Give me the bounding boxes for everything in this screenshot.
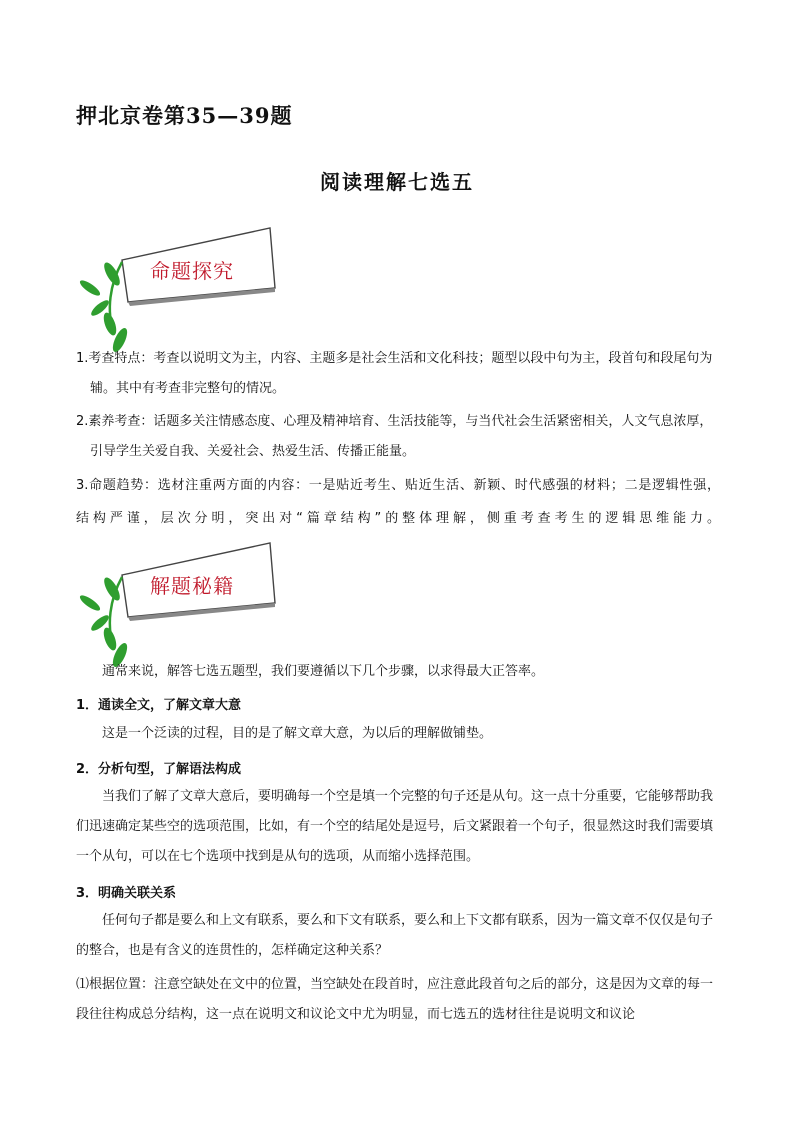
step-3-body: 任何句子都是要么和上文有联系，要么和下文有联系，要么和上下文都有联系，因为一篇文章不仅仅是句子的整合，也是有含义的连贯性的，怎样确定这种关系？ [76, 913, 714, 958]
section-label-analysis: 命题探究 [150, 259, 234, 283]
tips-intro: 通常来说，解答七选五题型，我们要遵循以下几个步骤，以求得最大正答率。 [102, 664, 545, 679]
step-1-body: 这是一个泛读的过程，目的是了解文章大意，为以后的理解做铺垫。 [102, 726, 493, 741]
analysis-item-2: 2.素养考查：话题多关注情感态度、心理及精神培育、生活技能等，与当代社会生活紧密相关，人文气息浓厚，引导学生关爱自我、关爱社会、热爱生活、传播正能量。 [76, 414, 713, 459]
step-3-sub-1: ⑴根据位置：注意空缺处在文中的位置，当空缺处在段首时，应注意此段首句之后的部分，这是因为文章的每一段往往构成总分结构，这一点在说明文和议论文中尤为明显，而七选五的选材往往是说明文和议论 [76, 977, 714, 1022]
leaf-ornament-icon [70, 537, 285, 667]
analysis-item-3: 3.命题趋势：选材注重两方面的内容：一是贴近考生、贴近生活、新颖、时代感强的材料；二是逻辑性强， [76, 478, 720, 493]
step-2-heading: 2．分析句型，了解语法构成 [76, 762, 242, 777]
page-title: 押北京卷第35—39题 [76, 103, 293, 128]
analysis-item-1: 1.考查特点：考查以说明文为主，内容、主题多是社会生活和文化科技；题型以段中句为主，段首句和段尾句为辅。其中有考查非完整句的情况。 [76, 351, 713, 396]
section-banner-analysis [70, 222, 285, 352]
section-banner-tips [70, 537, 285, 667]
analysis-item-3-cont: 结构严谨，层次分明，突出对“篇章结构”的整体理解，侧重考查考生的逻辑思维能力。 [76, 511, 720, 526]
step-1-heading: 1．通读全文，了解文章大意 [76, 698, 242, 713]
page-subtitle: 阅读理解七选五 [320, 170, 474, 194]
leaf-ornament-icon [70, 222, 285, 352]
section-label-tips: 解题秘籍 [150, 574, 234, 598]
step-3-heading: 3．明确关联关系 [76, 886, 177, 901]
step-2-body: 当我们了解了文章大意后，要明确每一个空是填一个完整的句子还是从句。这一点十分重要，它能够帮助我们迅速确定某些空的选项范围，比如，有一个空的结尾处是逗号，后文紧跟着一个句子，很显然这时我们需要填一个从句，可以在七个选项中找到是从句的选项，从而缩小选择范围。 [76, 789, 714, 864]
